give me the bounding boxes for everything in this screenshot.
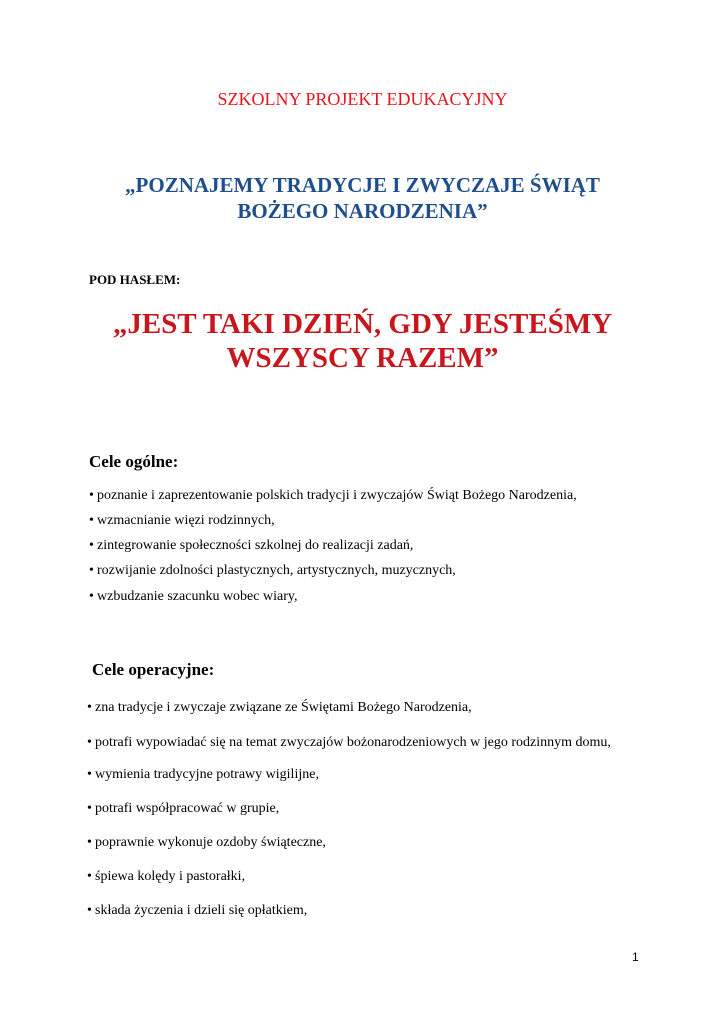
list-item: • wymienia tradycyjne potrawy wigilijne, bbox=[87, 767, 319, 782]
operational-goals-heading: Cele operacyjne: bbox=[92, 660, 215, 679]
bullet-icon: • bbox=[89, 538, 94, 553]
bullet-icon: • bbox=[89, 563, 94, 578]
project-motto-line-1: „JEST TAKI DZIEŃ, GDY JESTEŚMY bbox=[112, 308, 613, 340]
project-title bbox=[0, 172, 725, 224]
bullet-icon: • bbox=[89, 513, 94, 528]
bullet-icon: • bbox=[87, 767, 92, 782]
project-title-line-1: „POZNAJEMY TRADYCJE I ZWYCZAJE ŚWIĄT bbox=[125, 173, 600, 197]
list-item: • potrafi wypowiadać się na temat zwyczajów bożonarodzeniowych w jego rodzinnym domu, bbox=[87, 735, 611, 750]
list-item: • potrafi współpracować w grupie, bbox=[87, 801, 280, 816]
bullet-icon: • bbox=[87, 835, 92, 850]
bullet-icon: • bbox=[87, 700, 92, 715]
list-item: • zna tradycje i zwyczaje związane ze Świętami Bożego Narodzenia, bbox=[87, 700, 472, 715]
project-title-line-2: BOŻEGO NARODZENIA” bbox=[237, 199, 488, 223]
bullet-icon: • bbox=[89, 589, 94, 604]
list-item: • rozwijanie zdolności plastycznych, artystycznych, muzycznych, bbox=[89, 563, 456, 578]
bullet-icon: • bbox=[87, 869, 92, 884]
list-item: • poprawnie wykonuje ozdoby świąteczne, bbox=[87, 835, 326, 850]
list-item: • składa życzenia i dzieli się opłatkiem, bbox=[87, 903, 308, 918]
list-item: • zintegrowanie społeczności szkolnej do realizacji zadań, bbox=[89, 538, 414, 553]
project-motto bbox=[0, 307, 725, 375]
project-type-heading: SZKOLNY PROJEKT EDUKACYJNY bbox=[217, 89, 508, 109]
motto-label: POD HASŁEM: bbox=[89, 272, 181, 287]
bullet-icon: • bbox=[87, 801, 92, 816]
bullet-icon: • bbox=[87, 735, 92, 750]
general-goals-heading: Cele ogólne: bbox=[89, 452, 179, 471]
project-motto-line-2: WSZYSCY RAZEM” bbox=[226, 342, 499, 374]
list-item: • poznanie i zaprezentowanie polskich tradycji i zwyczajów Świąt Bożego Narodzenia, bbox=[89, 488, 577, 503]
list-item: • wzmacnianie więzi rodzinnych, bbox=[89, 513, 275, 528]
bullet-icon: • bbox=[89, 488, 94, 503]
page-number: 1 bbox=[632, 950, 639, 964]
list-item: • śpiewa kolędy i pastorałki, bbox=[87, 869, 246, 884]
list-item: • wzbudzanie szacunku wobec wiary, bbox=[89, 589, 298, 604]
bullet-icon: • bbox=[87, 903, 92, 918]
